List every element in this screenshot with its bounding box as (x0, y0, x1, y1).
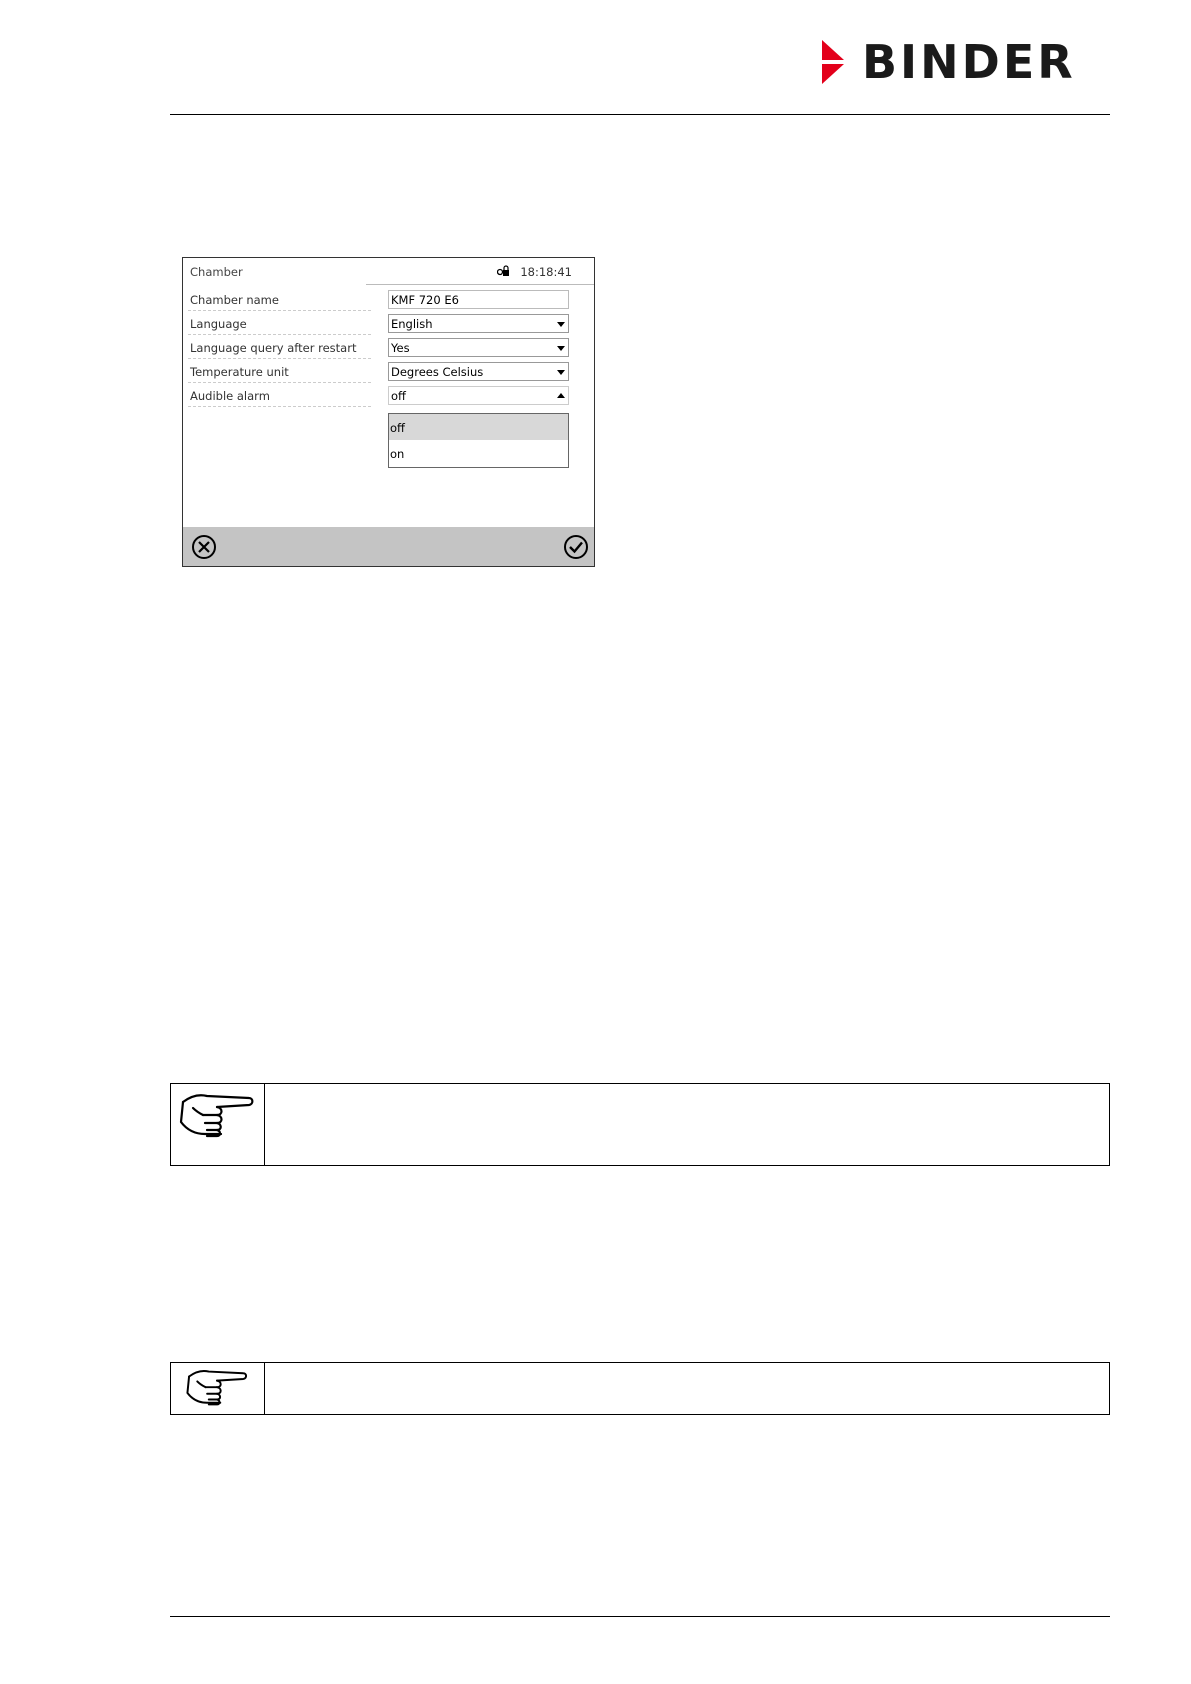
row-label: Temperature unit (190, 365, 289, 379)
row-label: Language query after restart (190, 341, 357, 355)
audible-alarm-value: off (391, 389, 406, 403)
row-label: Language (190, 317, 247, 331)
temperature-unit-select[interactable] (388, 362, 569, 381)
dropdown-option-label: on (390, 447, 405, 461)
language-value: English (391, 317, 433, 331)
row-audible-alarm (188, 383, 578, 407)
pointing-hand-icon (177, 1365, 257, 1411)
footer-rule (170, 1616, 1110, 1617)
row-label: Audible alarm (190, 389, 270, 403)
row-language (188, 311, 578, 335)
audible-alarm-select[interactable] (388, 386, 569, 405)
cancel-button[interactable] (191, 534, 217, 560)
screen-footer (183, 527, 594, 566)
controller-screen (182, 257, 595, 567)
header-rule (170, 114, 1110, 115)
lock-icon (497, 265, 509, 277)
binder-logo-text: BINDER (862, 35, 1076, 89)
audible-alarm-dropdown (388, 413, 569, 468)
binder-logo (820, 35, 1120, 89)
row-label: Chamber name (190, 293, 279, 307)
chamber-name-value: KMF 720 E6 (391, 293, 459, 307)
row-temperature-unit (188, 359, 578, 383)
chevron-down-icon (557, 370, 565, 375)
language-select[interactable] (388, 314, 569, 333)
confirm-button[interactable] (563, 534, 589, 560)
dropdown-option-on[interactable] (389, 440, 568, 466)
temperature-unit-value: Degrees Celsius (391, 365, 484, 379)
dropdown-option-off[interactable] (389, 414, 568, 440)
screen-title: Chamber (190, 265, 243, 279)
header-divider (366, 284, 594, 285)
pointing-hand-icon (177, 1088, 257, 1144)
row-divider (188, 406, 371, 407)
chevron-up-icon (557, 393, 565, 398)
chevron-down-icon (557, 346, 565, 351)
screen-header (183, 258, 594, 284)
note-icon-cell (171, 1363, 265, 1414)
language-query-select[interactable] (388, 338, 569, 357)
dropdown-option-label: off (390, 421, 405, 435)
row-language-query (188, 335, 578, 359)
note-box (170, 1083, 1110, 1166)
note-box (170, 1362, 1110, 1415)
screen-clock: 18:18:41 (520, 265, 572, 279)
chamber-name-input[interactable] (388, 290, 569, 309)
chevron-down-icon (557, 322, 565, 327)
row-chamber-name (188, 287, 578, 311)
language-query-value: Yes (391, 341, 410, 355)
binder-logo-mark-icon (820, 40, 850, 84)
note-icon-cell (171, 1084, 265, 1165)
